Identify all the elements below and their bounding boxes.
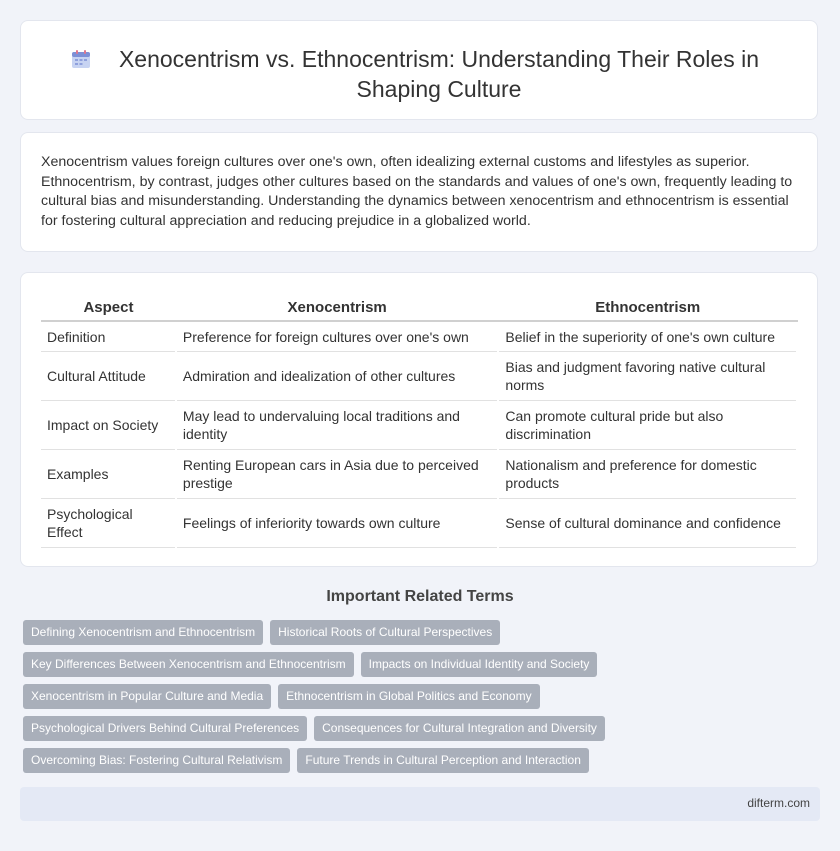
related-term-link[interactable]: Future Trends in Cultural Perception and Interaction: [297, 748, 588, 773]
related-term-link[interactable]: Overcoming Bias: Fostering Cultural Relativism: [23, 748, 290, 773]
xenocentrism-cell: Renting European cars in Asia due to perceived prestige: [176, 450, 499, 499]
table-row: [41, 321, 797, 352]
aspect-cell: Impact on Society: [41, 401, 176, 450]
footer: [20, 787, 820, 821]
ethnocentrism-cell: Belief in the superiority of one's own culture: [498, 321, 797, 352]
ethnocentrism-cell: Can promote cultural pride but also discrimination: [498, 401, 797, 450]
related-term-link[interactable]: Xenocentrism in Popular Culture and Media: [23, 684, 271, 709]
xenocentrism-cell: Feelings of inferiority towards own culture: [176, 499, 499, 548]
xenocentrism-cell: May lead to undervaluing local traditions and identity: [176, 401, 499, 450]
related-term-link[interactable]: Psychological Drivers Behind Cultural Preferences: [23, 716, 307, 741]
footer-site-link[interactable]: difterm.com: [747, 796, 810, 810]
comparison-card: [20, 272, 818, 567]
aspect-cell: Cultural Attitude: [41, 352, 176, 401]
ethnocentrism-cell: Bias and judgment favoring native cultural norms: [498, 352, 797, 401]
related-terms-heading: Important Related Terms: [326, 588, 514, 605]
table-row: [41, 450, 797, 499]
comparison-table: [41, 293, 798, 548]
table-header-row: [41, 293, 797, 321]
table-row: [41, 352, 797, 401]
related-term-link[interactable]: Consequences for Cultural Integration and Diversity: [314, 716, 605, 741]
related-term-link[interactable]: Impacts on Individual Identity and Society: [361, 652, 598, 677]
table-row: [41, 401, 797, 450]
title-card: [20, 20, 818, 120]
xenocentrism-cell: Admiration and idealization of other cultures: [176, 352, 499, 401]
ethnocentrism-cell: Nationalism and preference for domestic products: [498, 450, 797, 499]
aspect-cell: Examples: [41, 450, 176, 499]
xenocentrism-cell: Preference for foreign cultures over one's own: [176, 321, 499, 352]
page-title: Xenocentrism vs. Ethnocentrism: Understanding Their Roles in Shaping Culture: [118, 46, 760, 102]
header-aspect: Aspect: [41, 293, 176, 321]
related-term-link[interactable]: Historical Roots of Cultural Perspectives: [270, 620, 500, 645]
intro-paragraph: Xenocentrism values foreign cultures over one's own, often idealizing external customs and lifestyles as superior. Ethnocentrism, by contrast, judges other cultures based on the standards and values of one's own, frequently leading to cultural bias and misunderstanding. Understanding the dynamics between xenocentrism and ethnocentrism is essential for fostering cultural appreciation and reducing prejudice in a globalized world.: [41, 154, 793, 229]
header-xenocentrism: Xenocentrism: [176, 293, 499, 321]
related-term-link[interactable]: Key Differences Between Xenocentrism and Ethnocentrism: [23, 652, 354, 677]
aspect-cell: Definition: [41, 321, 176, 352]
table-row: [41, 499, 797, 548]
related-term-link[interactable]: Ethnocentrism in Global Politics and Economy: [278, 684, 539, 709]
aspect-cell: Psychological Effect: [41, 499, 176, 548]
related-terms-list: [23, 620, 643, 780]
ethnocentrism-cell: Sense of cultural dominance and confidence: [498, 499, 797, 548]
header-ethnocentrism: Ethnocentrism: [498, 293, 797, 321]
intro-card: [20, 132, 818, 252]
related-term-link[interactable]: Defining Xenocentrism and Ethnocentrism: [23, 620, 263, 645]
